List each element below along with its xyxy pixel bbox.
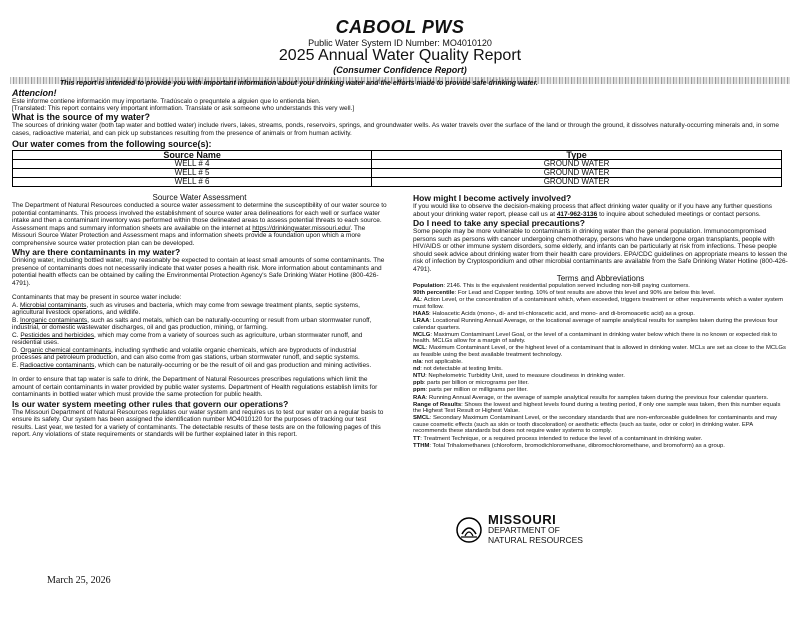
source-table-heading: Our water comes from the following source(s):: [12, 139, 212, 149]
term-item: Population: 2146. This is the equivalent residential population served including non-bill paying customers.: [413, 283, 690, 289]
term-item: n/a: not applicable.: [413, 359, 463, 366]
term-item: TT: Treatment Technique, or a required process intended to reduce the level of a contaminant in drinking water.: [413, 435, 703, 442]
terms-heading: Terms and Abbreviations: [556, 274, 645, 283]
term-item: ppb: parts per billion or micrograms per liter.: [413, 380, 529, 387]
term-item: AL: Action Level, or the concentration of a contaminant which, when exceeded, triggers treatment or other requirements which a water system must follow.: [413, 297, 783, 310]
list-item: E. Radioactive contaminants, which can be naturally-occurring or be the result of oil and gas production and mining activities.: [12, 361, 372, 369]
source-type-cell: GROUND WATER: [372, 160, 782, 169]
source-name-cell: WELL # 4: [13, 160, 372, 169]
term-item: NTU: Nephelometric Turbidity Unit, used to measure cloudiness in drinking water.: [413, 373, 625, 380]
left-column: [12, 193, 387, 439]
source-heading: What is the source of my water?: [12, 112, 151, 122]
system-id: Public Water System ID Number: MO4010120: [308, 38, 492, 48]
report-subtitle: (Consumer Confidence Report): [333, 65, 467, 75]
term-item: MCL: Maximum Contaminant Level, or the highest level of a contaminant that is allowed in drinking water. MCLs are set as close to the MCLGs as feasible using the best available treatment technology.: [413, 345, 786, 358]
list-item: A. Microbial contaminants, such as viruses and bacteria, which may come from sewage treatment plants, septic systems, agricultural livestock operations, and wildlife.: [12, 301, 360, 316]
term-item: RAA: Running Annual Average, or the average of sample analytical results for samples taken during the previous four calendar quarters.: [413, 394, 769, 401]
table-row: [13, 160, 782, 169]
source-type-cell: GROUND WATER: [372, 169, 782, 178]
involved-heading: How might I become actively involved?: [413, 193, 572, 203]
intro-text: This report is intended to provide you with important information about your drinking water and the efforts made to provide safe drinking water.: [60, 80, 538, 87]
term-item: Range of Results: Shows the lowest and highest levels found during a testing period, if only one sample was taken, then this number equals the Highest Test Result or Highest Value.: [413, 401, 781, 415]
term-item: SMCL: Secondary Maximum Contaminant Level, or the secondary standards that are non-enforceable guidelines for contaminants and may cause cosmetic effects (such as skin or tooth discoloration) or aesthetic effects (such as taste, odor or color) in drinking water. EPA recommends these standards but does not require water systems to comply.: [413, 415, 778, 435]
right-column: [413, 193, 788, 450]
source-type-cell: GROUND WATER: [372, 178, 782, 187]
other-rules-text: The Missouri Department of Natural Resources regulates our water system and requires us to test our water on a regular basis to ensure its safety. Our system has been assigned the identification number MO4010120 for the purposes of tracking our test results. Last year, we tested for a variety of contaminants. The detectable results of these tests are on the following pages of this report. Any violations of state requirements or standards will be further explained later in this report.: [12, 408, 384, 438]
precautions-text: Some people may be more vulnerable to contaminants in drinking water than the general population. Immunocompromised persons such as persons with cancer undergoing chemotherapy, persons who have undergone organ transplants, people with HIV/AIDS or other immune system disorders, some elderly, and infants can be particularly at risk from infections. These people should seek advice about drinking water from their health care providers. EPA/CDC guidelines on appropriate means to lessen the risk of infection by Cryptosporidium and other microbial contaminants are available from the Safe Drinking Water Hotline (800-426-4791).: [413, 228, 788, 273]
drinkingwater-link[interactable]: https://drinkingwater.missouri.edu/: [252, 224, 351, 232]
source-name-cell: WELL # 5: [13, 169, 372, 178]
col-type: Type: [372, 151, 782, 160]
source-text: The sources of drinking water (both tap water and bottled water) include rivers, lakes, streams, ponds, reservoirs, springs, and groundwater wells. As water travels over the surface of the land or through the ground, it dissolves naturally-occurring minerals and, in some cases, radioactive material, and can pick up substances resulting from the presence of animals or from human activity.: [12, 122, 780, 137]
term-item: nd: not detectable at testing limits.: [413, 366, 503, 373]
list-item: D. Organic chemical contaminants, including synthetic and volatile organic chemicals, which are byproducts of industrial processes and petroleum production, and can also come from gas stations, urban stormwater runoff, and septic systems.: [12, 346, 360, 361]
term-item: MCLG: Maximum Contaminant Level Goal, or the level of a contaminant in drinking water below which there is no known or expected risk to health. MCLGs allow for a margin of safety.: [413, 331, 778, 345]
logo-wordmark: MISSOURI DEPARTMENT OF NATURAL RESOURCES: [488, 512, 583, 545]
contaminant-list: [12, 302, 387, 370]
assessment-heading: Source Water Assessment: [152, 193, 247, 202]
may-be-present: Contaminants that may be present in source water include:: [12, 294, 182, 301]
report-date: March 25, 2026: [47, 575, 111, 586]
list-item: B. Inorganic contaminants, such as salts and metals, which can be naturally-occurring or result from urban stormwater runoff, industrial, or domestic wastewater discharges, oil and gas production, mining, or farming.: [12, 316, 372, 331]
system-name: CABOOL PWS: [335, 17, 465, 37]
why-heading: Why are there contaminants in my water?: [12, 247, 181, 257]
source-table-header: [13, 151, 782, 160]
term-item: 90th percentile: For Lead and Copper testing. 10% of test results are above this level and 90% are below this level.: [413, 290, 716, 297]
term-item: LRAA: Locational Running Annual Average, or the locational average of sample analytical results for samples taken during the previous four calendar quarters.: [413, 317, 778, 331]
table-row: [13, 178, 782, 187]
source-name-cell: WELL # 6: [13, 178, 372, 187]
table-row: [13, 169, 782, 178]
ensure-text: In order to ensure that tap water is safe to drink, the Department of Natural Resources prescribes regulations which limit the amount of certain contaminants in water provided by public water systems. Department of Health regulations establish limits for contaminants in bottled water which must provide the same protection for public health.: [12, 376, 378, 398]
term-item: TTHM: Total Trihalomethanes (chloroform, bromodichloromethane, dibromochloromethane, and bromoform) as a group.: [413, 442, 725, 449]
attention-translated: [Translated: This report contains very important information. Translate or ask someone who understands this very well.]: [12, 105, 355, 112]
precautions-heading: Do I need to take any special precautions?: [413, 218, 585, 228]
list-item: C. Pesticides and herbicides, which may come from a variety of sources such as agriculture, urban stormwater runoff, and residential uses.: [12, 331, 363, 346]
dnr-logo: [456, 512, 583, 545]
involved-text: If you would like to observe the decision-making process that affect drinking water quality or if you have any further questions about your drinking water report, please call us at 417-962-3136 to inquire about scheduled meetings or contact persons.: [413, 203, 773, 218]
assessment-text: The Department of Natural Resources conducted a source water assessment to determine the susceptibility of our water source to potential contaminants. This process involved the establishment of source water area delineations for each well or surface water intake and then a contaminant inventory was performed within those delineated areas to assess potential threats to each source. Assessment maps and summary information sheets are available on the internet at https://drinkingwater.missouri.edu/. The Missouri Source Water Protection and Assessment maps and information sheets provide a foundation upon which a more comprehensive source water protection plan can be developed.: [12, 202, 387, 247]
term-item: ppm: parts per million or milligrams per liter.: [413, 387, 528, 394]
source-table: [12, 150, 782, 187]
why-text: Drinking water, including bottled water, may reasonably be expected to contain at least small amounts of some contaminants. The presence of contaminants does not necessarily indicate that water poses a health risk. More information about contaminants and potential health effects can be obtained by calling the Environmental Protection Agency's Safe Drinking Water Hotline (800-426-4791).: [12, 257, 385, 287]
term-item: HAA5: Haloacetic Acids (mono-, di- and tri-chloracetic acid, and mono- and di-bromoacetic acid) as a group.: [413, 310, 695, 317]
report-title: 2025 Annual Water Quality Report: [278, 47, 522, 64]
attention-spanish: Este informe contiene información muy importante. Tradúscalo o prequntele a alguien que lo entienda bien.: [12, 98, 321, 105]
attention-heading: Attencion!: [12, 88, 57, 98]
missouri-seal-icon: [456, 517, 482, 543]
terms-list: [413, 283, 788, 449]
phone-link[interactable]: 417-962-3136: [556, 210, 598, 218]
other-rules-heading: Is our water system meeting other rules that govern our operations?: [12, 398, 289, 409]
col-source-name: Source Name: [13, 151, 372, 160]
